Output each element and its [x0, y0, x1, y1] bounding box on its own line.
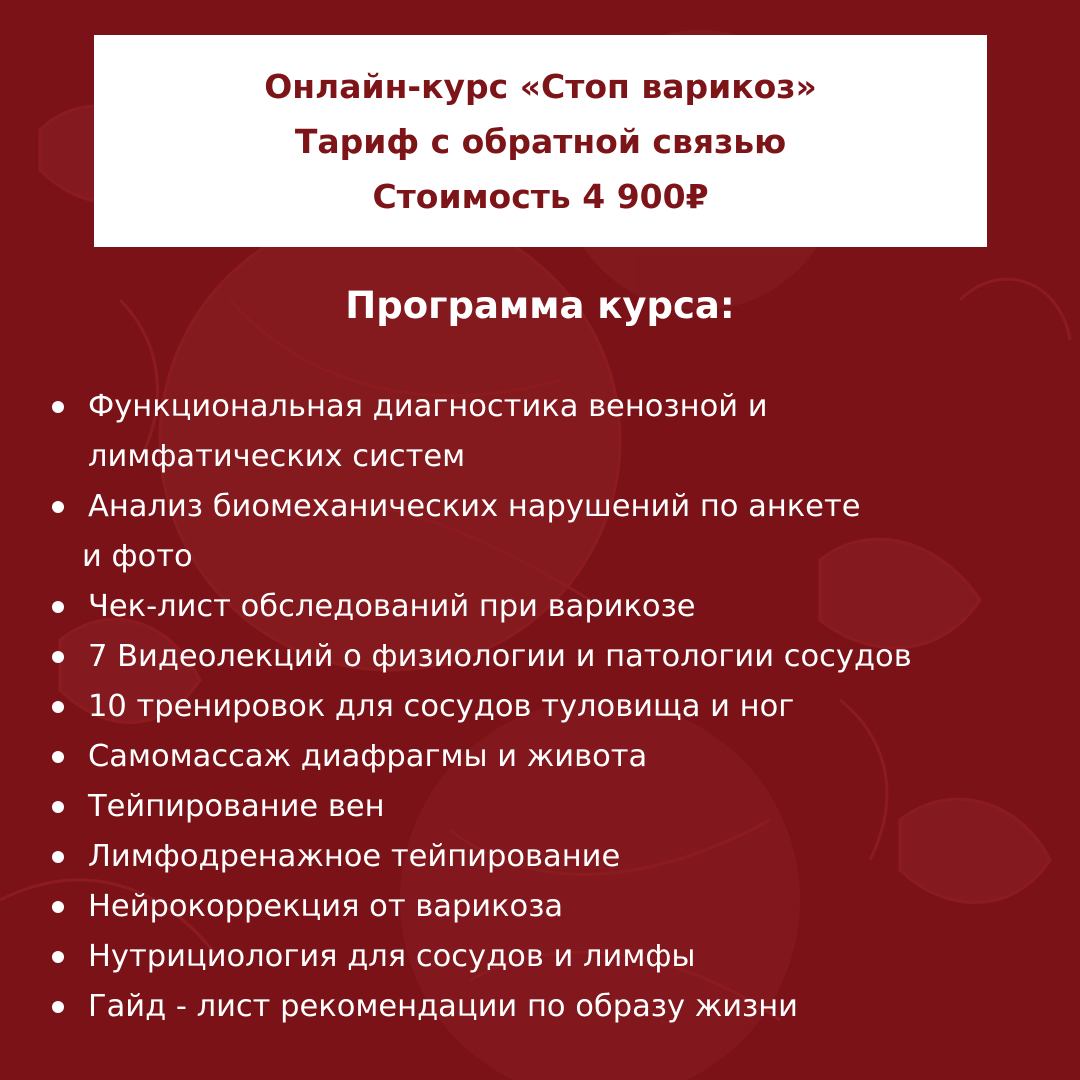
bullet-icon [52, 1001, 64, 1013]
program-item-text: Гайд - лист рекомендации по образу жизни [88, 989, 799, 1024]
tariff-label: Тариф с обратной связью [294, 121, 787, 161]
program-item-text: Чек-лист обследований при варикозе [88, 589, 696, 624]
bullet-icon [52, 701, 64, 713]
program-list [52, 382, 1062, 1032]
program-item-text: Анализ биомеханических нарушений по анкете [88, 489, 861, 524]
bullet-icon [52, 501, 64, 513]
program-item [52, 682, 1062, 732]
program-item [52, 582, 1062, 632]
bullet-icon [52, 651, 64, 663]
bullet-icon [52, 601, 64, 613]
bullet-icon [52, 851, 64, 863]
bullet-icon [52, 951, 64, 963]
program-item-text: 7 Видеолекций о физиологии и патологии сосудов [88, 639, 912, 674]
program-item [52, 382, 1062, 482]
program-item [52, 982, 1062, 1032]
bullet-icon [52, 751, 64, 763]
program-item [52, 832, 1062, 882]
program-item [52, 732, 1062, 782]
program-title: Программа курса: [345, 284, 735, 327]
program-item [52, 632, 1062, 682]
program-item-text: Нутрициология для сосудов и лимфы [88, 939, 696, 974]
price-label: Стоимость 4 900₽ [372, 176, 709, 216]
course-title: Онлайн-курс «Стоп варикоз» [264, 66, 817, 106]
bullet-icon [52, 801, 64, 813]
course-header-card [94, 35, 987, 247]
bullet-icon [52, 901, 64, 913]
program-item [52, 782, 1062, 832]
bullet-icon [52, 401, 64, 413]
program-item-text: Нейрокоррекция от варикоза [88, 889, 564, 924]
program-item [52, 882, 1062, 932]
program-item [52, 482, 1062, 582]
program-item-text-continued: лимфатических систем [88, 439, 466, 474]
program-item-text: Тейпирование вен [88, 789, 385, 824]
program-item-text-continued: и фото [82, 539, 193, 574]
program-item-text: Самомассаж диафрагмы и живота [88, 739, 648, 774]
program-item-text: 10 тренировок для сосудов туловища и ног [88, 689, 795, 724]
program-item-text: Функциональная диагностика венозной и [88, 389, 768, 424]
program-item-text: Лимфодренажное тейпирование [88, 839, 621, 874]
program-item [52, 932, 1062, 982]
